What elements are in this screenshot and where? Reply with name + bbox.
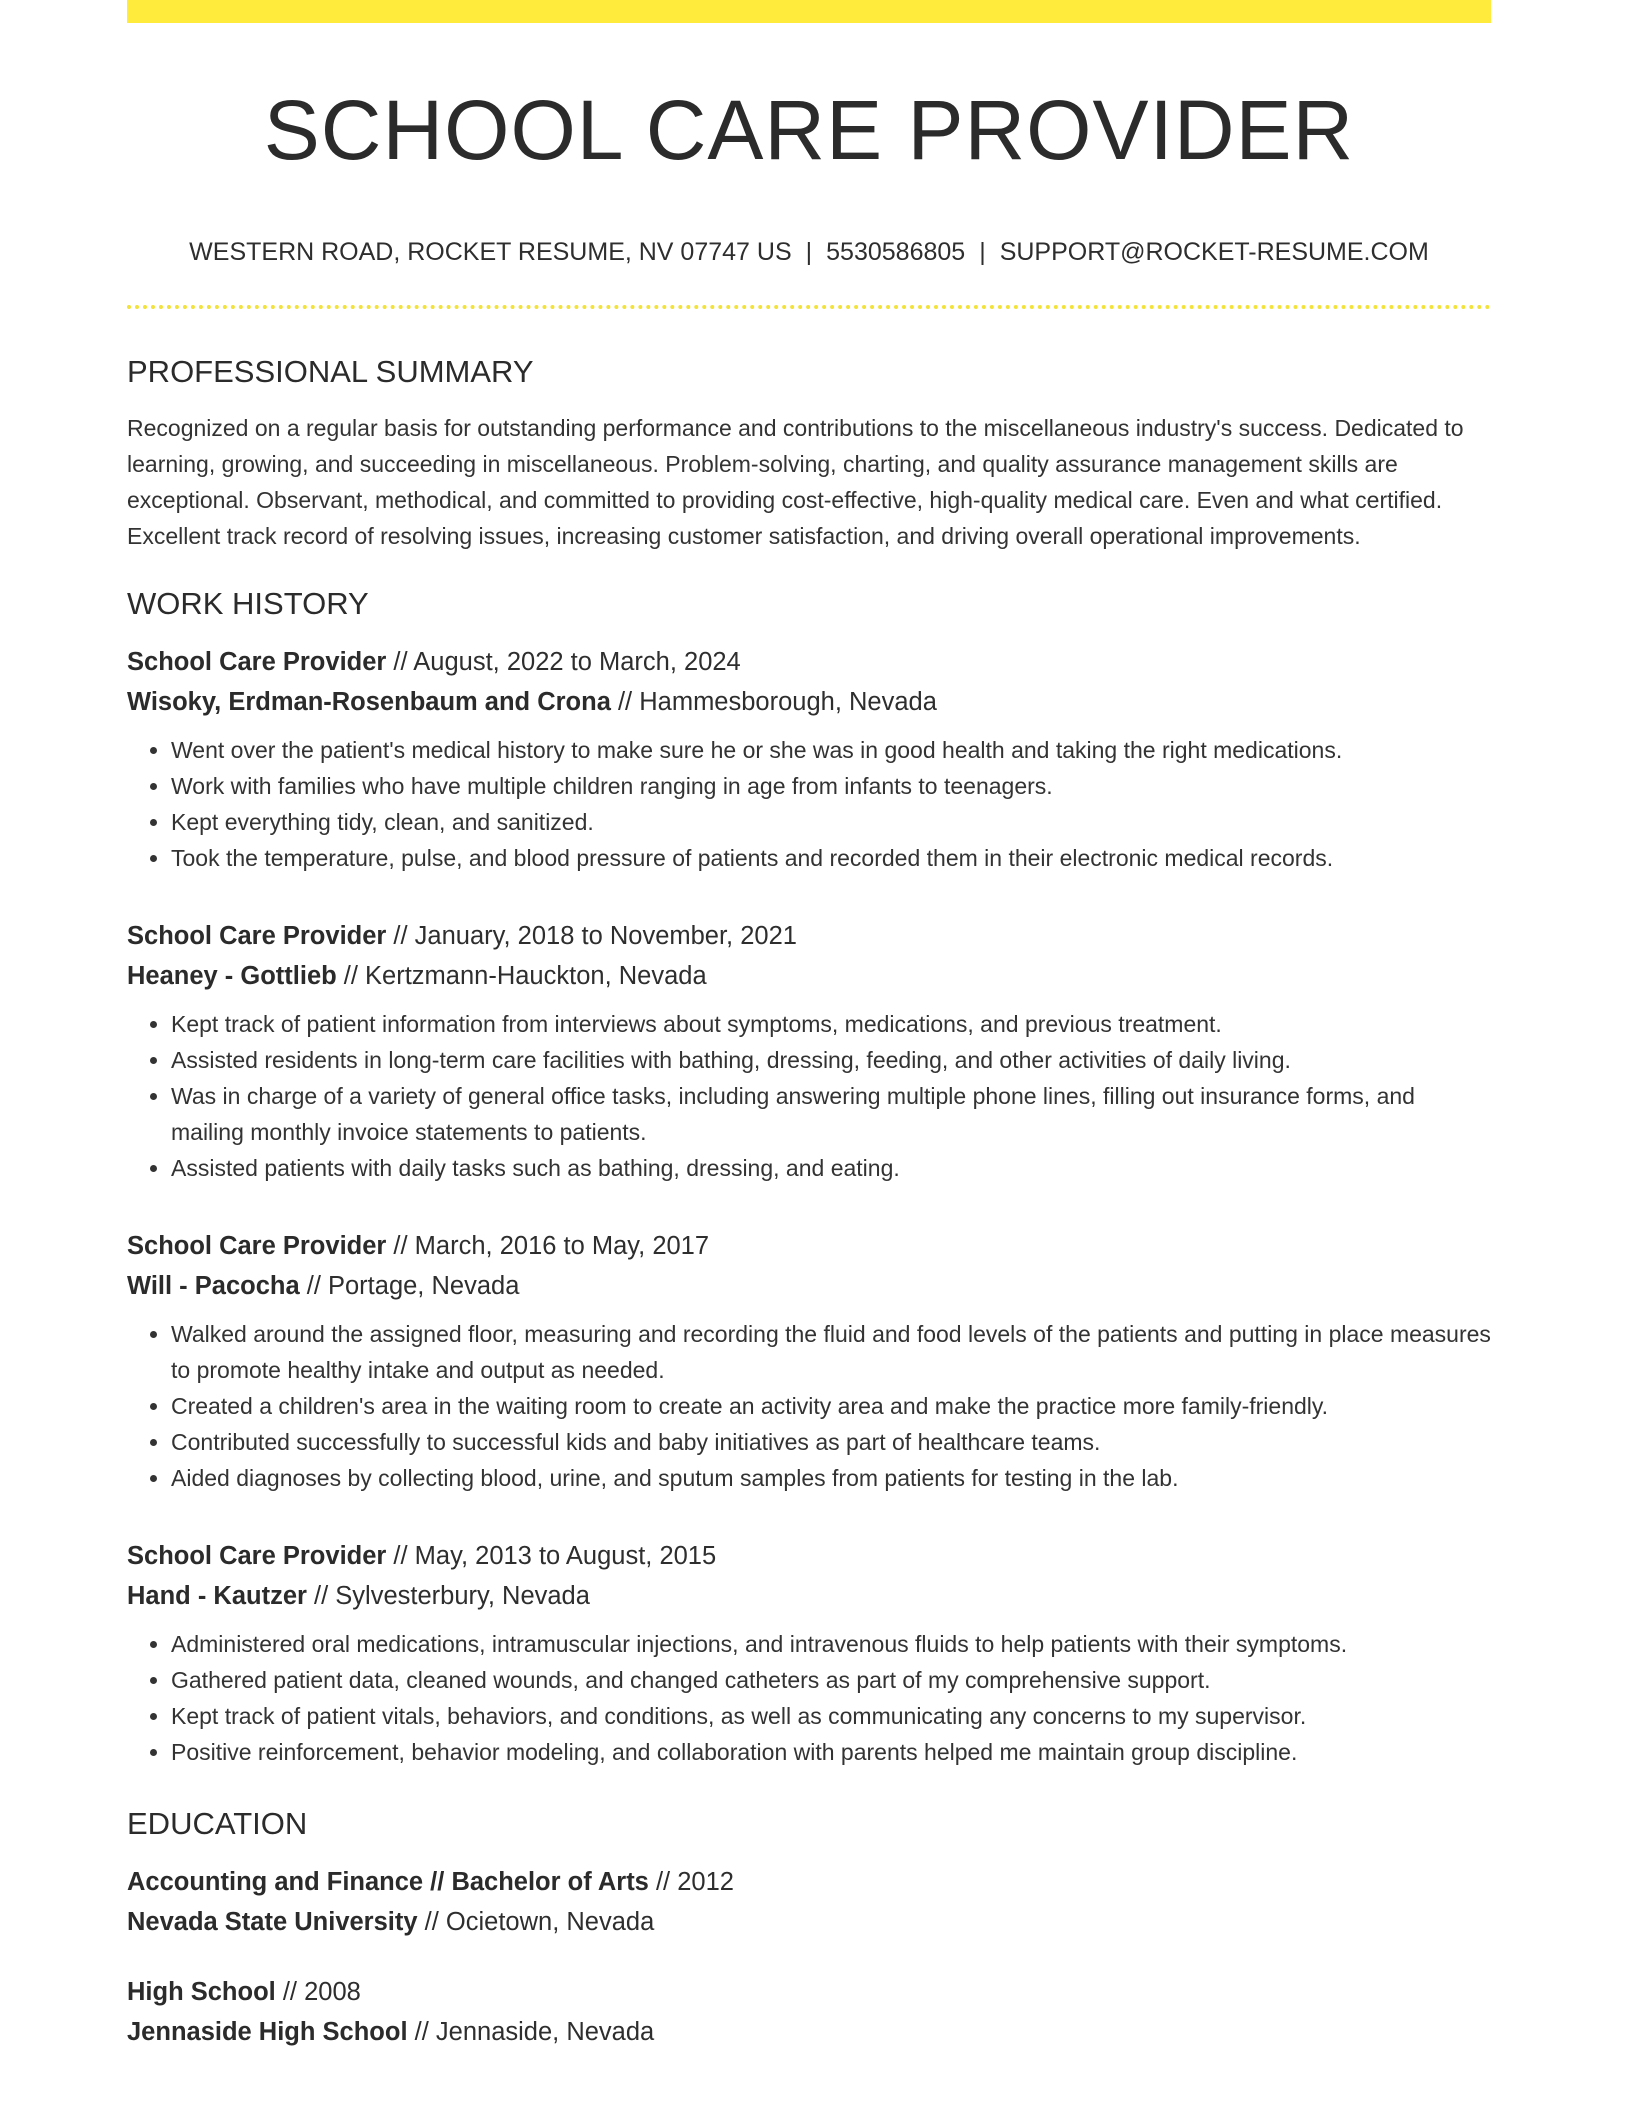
degree: High School: [127, 1978, 276, 2006]
job-company-line: [127, 682, 1491, 722]
school-location: // Jennaside, Nevada: [407, 2018, 655, 2046]
email: SUPPORT@ROCKET-RESUME.COM: [999, 238, 1429, 266]
job-duties: [127, 1626, 1491, 1770]
duty-item: • Contributed successfully to successful kids and baby initiatives as part of healthcare teams.: [171, 1424, 1491, 1460]
contact-line: [127, 236, 1491, 268]
job-location: // Kertzmann-Hauckton, Nevada: [336, 962, 707, 990]
school: Nevada State University: [127, 1908, 418, 1936]
duty-item: • Gathered patient data, cleaned wounds, and changed catheters as part of my comprehensive support.: [171, 1662, 1491, 1698]
job-entry: [127, 1536, 1491, 1770]
address: WESTERN ROAD, ROCKET RESUME, NV 07747 US: [189, 238, 792, 266]
duty-item: • Took the temperature, pulse, and blood pressure of patients and recorded them in their electronic medical records.: [171, 840, 1491, 876]
job-location: // Portage, Nevada: [299, 1272, 520, 1300]
job-company: Hand - Kautzer: [127, 1582, 307, 1610]
resume-content: [127, 352, 1491, 2052]
duty-item: • Went over the patient's medical history to make sure he or she was in good health and taking the right medications.: [171, 732, 1491, 768]
job-role: School Care Provider: [127, 922, 387, 950]
contact-separator: |: [979, 238, 986, 266]
school-location: // Ocietown, Nevada: [417, 1908, 655, 1936]
degree-line: [127, 1862, 1491, 1902]
job-company: Heaney - Gottlieb: [127, 962, 337, 990]
school: Jennaside High School: [127, 2018, 408, 2046]
job-role: School Care Provider: [127, 1232, 387, 1260]
job-dates: // August, 2022 to March, 2024: [386, 648, 741, 676]
school-line: [127, 1902, 1491, 1942]
duty-item: • Was in charge of a variety of general office tasks, including answering multiple phone lines, filling out insurance forms, and mailing monthly invoice statements to patients.: [171, 1078, 1491, 1150]
degree-year: // 2008: [275, 1978, 361, 2006]
job-duties: [127, 1006, 1491, 1186]
summary-text: Recognized on a regular basis for outstanding performance and contributions to the miscellaneous industry's success. Dedicated to learning, growing, and succeeding in miscellaneous. Problem-solving, charting, and quality assurance management skills are exceptional. Observant, methodical, and committed to providing cost-effective, high-quality medical care. Even and what certified. Excellent track record of resolving issues, increasing customer satisfaction, and driving overall operational improvements.: [127, 415, 1464, 549]
phone: 5530586805: [826, 238, 966, 266]
degree: Accounting and Finance // Bachelor of Arts: [127, 1868, 649, 1896]
contact-separator: |: [805, 238, 813, 266]
duty-item: • Assisted patients with daily tasks such as bathing, dressing, and eating.: [171, 1150, 1491, 1186]
job-role-line: [127, 1226, 1491, 1266]
section-title-summary: PROFESSIONAL SUMMARY: [127, 354, 534, 389]
job-entry: [127, 642, 1491, 876]
job-company-line: [127, 1576, 1491, 1616]
job-role-line: [127, 642, 1491, 682]
job-entry: [127, 916, 1491, 1186]
duty-item: • Work with families who have multiple children ranging in age from infants to teenagers.: [171, 768, 1491, 804]
job-dates: // March, 2016 to May, 2017: [386, 1232, 710, 1260]
school-line: [127, 2012, 1491, 2052]
dotted-divider: [127, 305, 1491, 309]
education-entry: [127, 1862, 1491, 1942]
job-dates: // January, 2018 to November, 2021: [386, 922, 797, 950]
duty-item: • Kept track of patient vitals, behaviors, and conditions, as well as communicating any concerns to my supervisor.: [171, 1698, 1491, 1734]
job-company: Will - Pacocha: [127, 1272, 300, 1300]
duty-item: • Aided diagnoses by collecting blood, urine, and sputum samples from patients for testing in the lab.: [171, 1460, 1491, 1496]
job-role: School Care Provider: [127, 1542, 387, 1570]
degree-line: [127, 1972, 1491, 2012]
job-duties: [127, 732, 1491, 876]
duty-item: • Kept track of patient information from interviews about symptoms, medications, and previous treatment.: [171, 1006, 1491, 1042]
job-location: // Sylvesterbury, Nevada: [306, 1582, 590, 1610]
job-role-line: [127, 916, 1491, 956]
duty-item: • Created a children's area in the waiting room to create an activity area and make the practice more family-friendly.: [171, 1388, 1491, 1424]
degree-year: // 2012: [648, 1868, 734, 1896]
job-duties: [127, 1316, 1491, 1496]
job-entry: [127, 1226, 1491, 1496]
job-dates: // May, 2013 to August, 2015: [386, 1542, 717, 1570]
duty-item: • Walked around the assigned floor, measuring and recording the fluid and food levels of the patients and putting in place measures to promote healthy intake and output as needed.: [171, 1316, 1491, 1388]
job-company: Wisoky, Erdman-Rosenbaum and Crona: [127, 688, 611, 716]
accent-bar: [127, 0, 1491, 23]
job-role: School Care Provider: [127, 648, 387, 676]
section-title-education: EDUCATION: [127, 1806, 308, 1841]
duty-item: • Assisted residents in long-term care facilities with bathing, dressing, feeding, and other activities of daily living.: [171, 1042, 1491, 1078]
job-role-line: [127, 1536, 1491, 1576]
job-company-line: [127, 956, 1491, 996]
duty-item: • Kept everything tidy, clean, and sanitized.: [171, 804, 1491, 840]
education-entry: [127, 1972, 1491, 2052]
section-title-work-history: WORK HISTORY: [127, 586, 369, 621]
job-location: // Hammesborough, Nevada: [610, 688, 937, 716]
resume-name: SCHOOL CARE PROVIDER: [263, 83, 1355, 177]
job-company-line: [127, 1266, 1491, 1306]
duty-item: • Administered oral medications, intramuscular injections, and intravenous fluids to help patients with their symptoms.: [171, 1626, 1491, 1662]
duty-item: • Positive reinforcement, behavior modeling, and collaboration with parents helped me maintain group discipline.: [171, 1734, 1491, 1770]
